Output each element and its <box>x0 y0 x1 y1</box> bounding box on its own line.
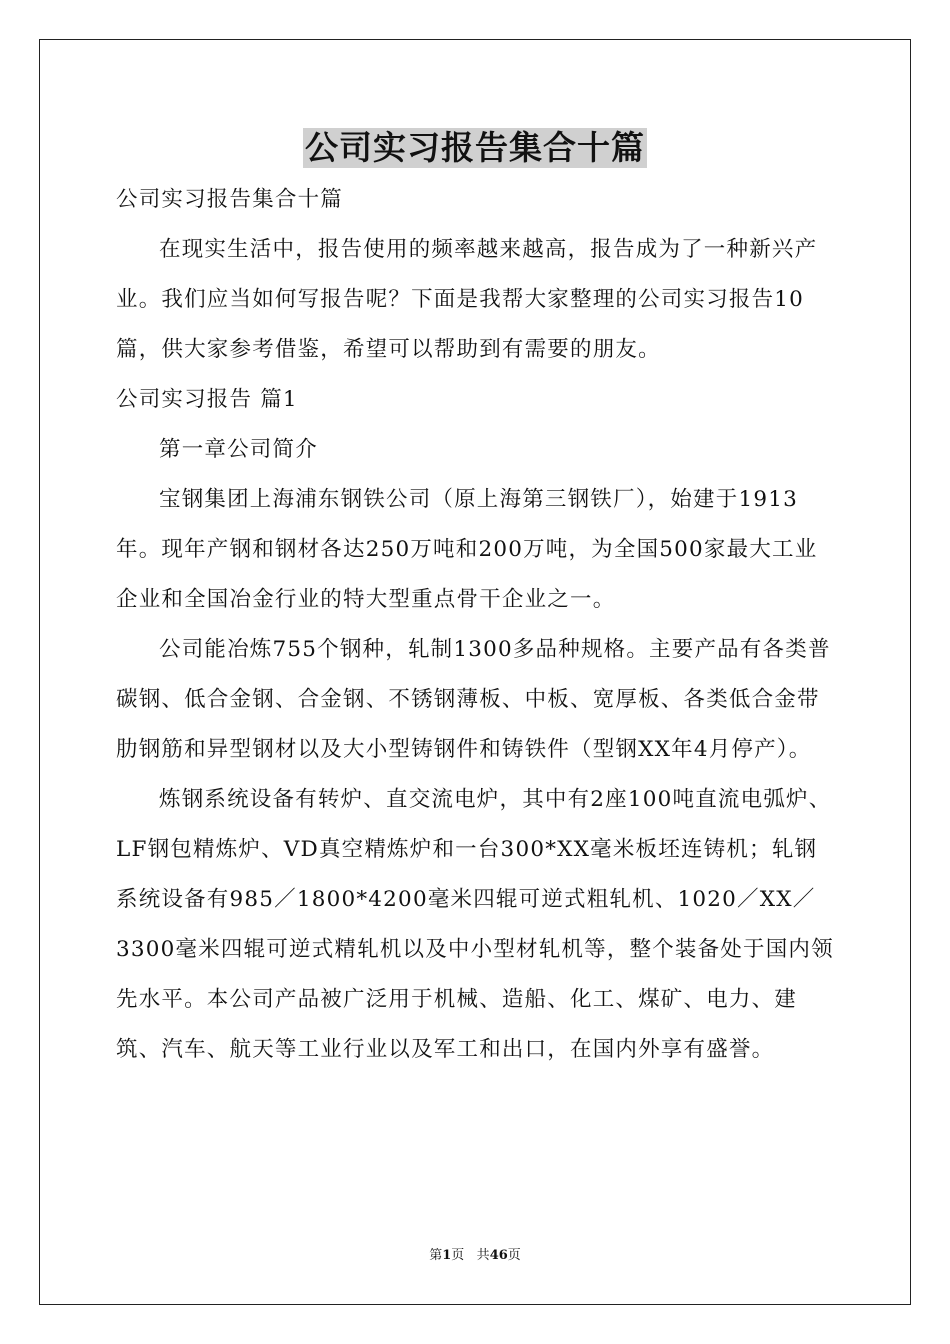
current-page-number: 1 <box>442 1248 452 1263</box>
total-page-number: 46 <box>489 1248 508 1263</box>
section-heading: 公司实习报告 篇1 <box>116 387 298 412</box>
paragraph: 公司实习报告集合十篇 <box>116 187 344 212</box>
paragraph: 在现实生活中，报告使用的频率越来越高，报告成为了一种新兴产业。我们应当如何写报告呢？下面是我帮大家整理的公司实习报告10篇，供大家参考借鉴，希望可以帮助到有需要的朋友。 <box>116 237 818 362</box>
total-prefix: 共 <box>476 1248 490 1263</box>
paragraph: 公司能冶炼755个钢种，轧制1300多品种规格。主要产品有各类普碳钢、低合金钢、合金钢、不锈钢薄板、中板、宽厚板、各类低合金带肋钢筋和异型钢材以及大小型铸钢件和铸铁件（型钢XX年4月停产）。 <box>116 637 831 762</box>
page-suffix: 页 <box>451 1248 465 1263</box>
total-suffix: 页 <box>507 1248 521 1263</box>
page-prefix: 第 <box>429 1248 443 1263</box>
page-footer <box>0 1247 950 1265</box>
title-container <box>0 128 950 168</box>
paragraph: 宝钢集团上海浦东钢铁公司（原上海第三钢铁厂），始建于1913年。现年产钢和钢材各达250万吨和200万吨，为全国500家最大工业企业和全国冶金行业的特大型重点骨干企业之一。 <box>116 487 818 612</box>
document-body <box>116 175 836 1075</box>
paragraph: 炼钢系统设备有转炉、直交流电炉，其中有2座100吨直流电弧炉、LF钢包精炼炉、VD真空精炼炉和一台300*XX毫米板坯连铸机；轧钢系统设备有985／1800*4200毫米四辊可逆式粗轧机、1020／XX／3300毫米四辊可逆式精轧机以及中小型材轧机等，整个装备处于国内领先水平。本公司产品被广泛用于机械、造船、化工、煤矿、电力、建筑、汽车、航天等工业行业以及军工和出口，在国内外享有盛誉。 <box>116 787 834 1062</box>
document-title: 公司实习报告集合十篇 <box>305 128 645 167</box>
chapter-heading: 第一章公司简介 <box>159 437 318 462</box>
